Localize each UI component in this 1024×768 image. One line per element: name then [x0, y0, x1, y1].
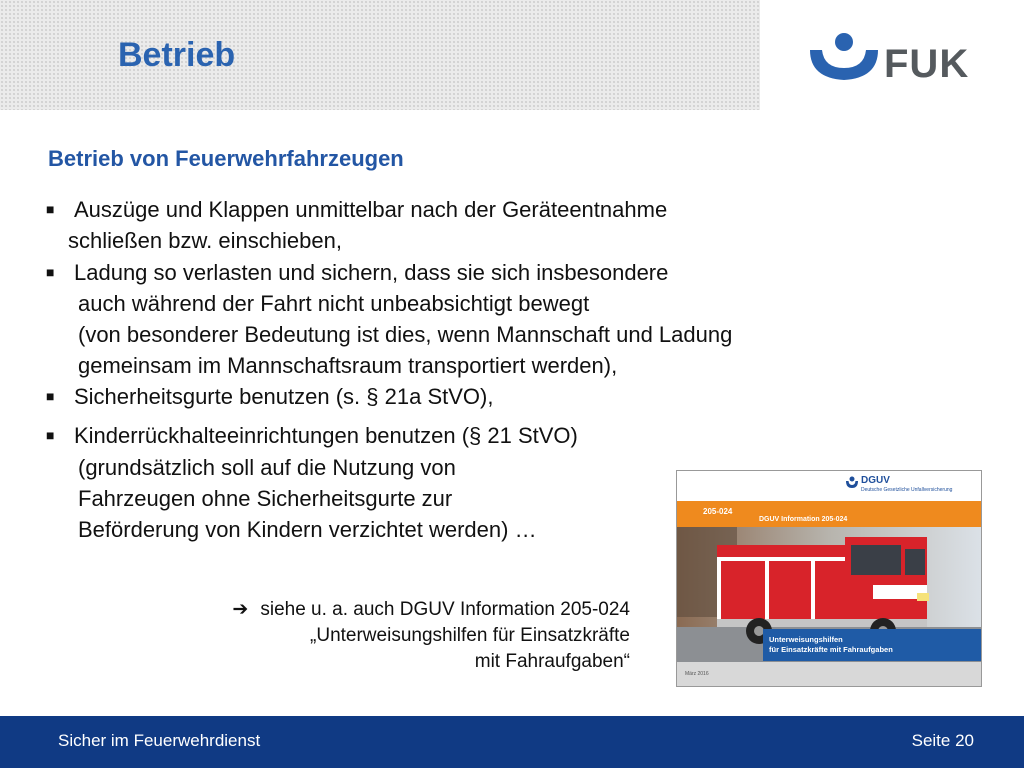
bullet-icon: ■ [46, 201, 55, 217]
cover-brand-subtitle: Deutsche Gesetzliche Unfallversicherung [861, 487, 953, 493]
bullet-text: Kinderrückhalteeinrichtungen benutzen (§ 21 StVO) [74, 423, 578, 448]
fuk-logo-icon [806, 30, 882, 84]
bullet-text: (grundsätzlich soll auf die Nutzung von [78, 455, 456, 480]
cover-footer [677, 662, 981, 686]
cover-date: März 2016 [685, 671, 709, 677]
cover-caption-line: für Einsatzkräfte mit Fahraufgaben [769, 645, 893, 654]
bullet-item-2 [46, 257, 668, 288]
footer-bar [0, 716, 1024, 768]
bullet-text: Ladung so verlasten und sichern, dass sie sich insbesondere [74, 260, 669, 285]
cover-number: 205-024 [703, 507, 733, 516]
reference-line: mit Fahraufgaben“ [474, 651, 630, 672]
bullet-text: Sicherheitsgurte benutzen (s. § 21a StVO), [74, 384, 494, 409]
bullet-item-1-continuation [68, 225, 342, 256]
bullet-item-1 [46, 194, 667, 225]
reference-note [232, 597, 630, 675]
bullet-icon: ■ [46, 388, 55, 404]
page-number: Seite 20 [911, 731, 974, 750]
dguv-logo-icon [845, 475, 859, 489]
bullet-icon: ■ [46, 427, 55, 443]
arrow-right-icon: ➔ [232, 599, 249, 620]
logo-text: FUK [884, 42, 970, 86]
reference-line: „Unterweisungshilfen für Einsatzkräfte [310, 625, 630, 646]
section-subtitle: Betrieb von Feuerwehrfahrzeugen [48, 146, 404, 171]
bullet-item-4-continuation [78, 452, 678, 545]
reference-text: siehe u. a. auch DGUV Information 205-024 [260, 599, 630, 620]
reference-line [232, 597, 630, 623]
slide-title: Betrieb [118, 36, 236, 74]
bullet-item-3 [46, 381, 493, 412]
dguv-brochure-cover [676, 470, 982, 687]
bullet-item-4 [46, 420, 578, 451]
footer-title: Sicher im Feuerwehrdienst [58, 731, 261, 750]
cover-caption [763, 629, 981, 661]
bullet-text: auch während der Fahrt nicht unbeabsichtigt bewegt [78, 291, 590, 316]
bullet-text: gemeinsam im Mannschaftsraum transportiert werden), [78, 353, 618, 378]
bullet-text: Fahrzeugen ohne Sicherheitsgurte zur [78, 486, 453, 511]
bullet-text: Auszüge und Klappen unmittelbar nach der Geräteentnahme [74, 197, 668, 222]
bullet-text: schließen bzw. einschieben, [68, 228, 342, 253]
bullet-icon: ■ [46, 264, 55, 280]
bullet-item-2-continuation [78, 288, 898, 381]
bullet-text: Beförderung von Kindern verzichtet werden) … [78, 517, 537, 542]
bullet-text: (von besonderer Bedeutung ist dies, wenn Mannschaft und Ladung [78, 322, 733, 347]
cover-info-label: DGUV Information 205-024 [759, 516, 848, 523]
cover-brand: DGUV [861, 475, 890, 486]
cover-header [677, 471, 981, 499]
cover-caption-line: Unterweisungshilfen [769, 635, 843, 644]
